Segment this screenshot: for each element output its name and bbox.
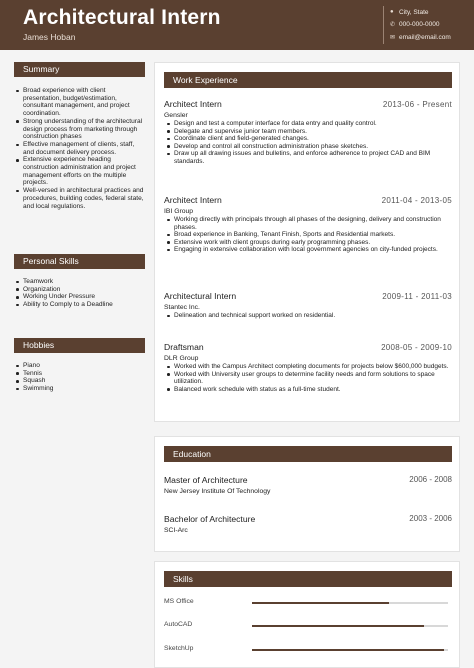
job-title: Architect Intern bbox=[164, 195, 222, 205]
list-item: Worked with the Campus Architect completing documents for projects below $600,000 budgets. bbox=[164, 363, 452, 371]
email-icon: ✉ bbox=[390, 34, 396, 41]
list-item: Balanced work schedule with status as a full-time student. bbox=[164, 386, 452, 394]
skills-card bbox=[154, 561, 460, 668]
candidate-name: James Hoban bbox=[23, 32, 76, 42]
resume-header bbox=[0, 0, 474, 50]
hobbies-title: Hobbies bbox=[14, 338, 145, 353]
list-item: Extensive work with client groups during early programming phases. bbox=[164, 239, 452, 247]
skill-level-bar bbox=[252, 625, 448, 627]
job-company: DLR Group bbox=[164, 355, 199, 362]
contact-email-text[interactable]: email@email.com bbox=[399, 33, 451, 41]
education-school: New Jersey Institute Of Technology bbox=[164, 488, 271, 495]
degree-title: Bachelor of Architecture bbox=[164, 514, 256, 524]
summary-list bbox=[14, 87, 145, 210]
job-title: Architect Intern bbox=[164, 99, 222, 109]
list-item: Organization bbox=[15, 286, 145, 294]
job-dates: 2011-04 - 2013-05 bbox=[381, 196, 452, 205]
personal-skills-list bbox=[14, 278, 145, 309]
list-item: Broad experience in Banking, Tenant Finish, Sports and Residential markets. bbox=[164, 231, 452, 239]
job-title: Draftsman bbox=[164, 342, 204, 352]
list-item: Ability to Comply to a Deadline bbox=[15, 301, 145, 309]
skill-row bbox=[164, 645, 452, 655]
hobbies-list bbox=[14, 362, 145, 393]
contact-info bbox=[383, 6, 451, 44]
list-item: Well-versed in architectural practices and procedures, building codes, federal state, and local regulations. bbox=[15, 187, 145, 210]
list-item: Engaging in extensive collaboration with local government agencies on city-funded projects. bbox=[164, 246, 452, 254]
list-item: Develop and control all construction administration phase sketches. bbox=[164, 143, 452, 151]
contact-location bbox=[390, 6, 451, 19]
skill-row bbox=[164, 598, 452, 608]
job-entry bbox=[164, 99, 452, 166]
job-entry bbox=[164, 291, 452, 320]
education-title: Education bbox=[164, 446, 452, 462]
skill-name: SketchUp bbox=[164, 645, 194, 652]
list-item: Coordinate client and field-generated changes. bbox=[164, 135, 452, 143]
list-item: Worked with University user groups to determine facility needs and form solutions to space utilization. bbox=[164, 371, 452, 386]
job-bullets bbox=[164, 216, 452, 254]
degree-title: Master of Architecture bbox=[164, 475, 248, 485]
skill-name: MS Office bbox=[164, 598, 194, 605]
list-item: Tennis bbox=[15, 370, 145, 378]
list-item: Teamwork bbox=[15, 278, 145, 286]
job-bullets bbox=[164, 312, 452, 320]
skills-title: Skills bbox=[164, 571, 452, 587]
list-item: Design and test a computer interface for data entry and quality control. bbox=[164, 120, 452, 128]
contact-phone bbox=[390, 19, 451, 32]
list-item: Piano bbox=[15, 362, 145, 370]
education-dates: 2003 - 2006 bbox=[409, 514, 452, 523]
job-bullets bbox=[164, 363, 452, 393]
list-item: Working Under Pressure bbox=[15, 293, 145, 301]
summary-section bbox=[14, 62, 145, 210]
skill-row bbox=[164, 621, 452, 631]
list-item: Delineation and technical support worked on residential. bbox=[164, 312, 452, 320]
list-item: Broad experience with client presentation, budget/estimation, consultant management, and project coordination. bbox=[15, 87, 145, 118]
job-entry bbox=[164, 195, 452, 254]
list-item: Extensive experience heading construction administration and project management efforts on the multiple projects. bbox=[15, 156, 145, 187]
summary-title: Summary bbox=[14, 62, 145, 77]
hobbies-section bbox=[14, 338, 145, 393]
job-company: IBI Group bbox=[164, 208, 194, 215]
job-bullets bbox=[164, 120, 452, 166]
job-dates: 2009-11 - 2011-03 bbox=[382, 292, 452, 301]
list-item: Draw up all drawing issues and bulletins, and enforce adherence to project CAD and BIM standards. bbox=[164, 150, 452, 165]
list-item: Swimming bbox=[15, 385, 145, 393]
job-entry bbox=[164, 342, 452, 393]
job-title: Architectural Intern bbox=[164, 291, 237, 301]
skill-level-bar bbox=[252, 649, 448, 651]
job-company: Gensler bbox=[164, 112, 188, 119]
education-dates: 2006 - 2008 bbox=[409, 475, 452, 484]
list-item: Squash bbox=[15, 377, 145, 385]
list-item: Strong understanding of the architectural design process from marketing through construction phases bbox=[15, 118, 145, 141]
resume-title: Architectural Intern bbox=[23, 6, 221, 29]
education-school: SCI-Arc bbox=[164, 527, 188, 534]
work-experience-card bbox=[154, 62, 460, 422]
contact-phone-text: 000-000-0000 bbox=[399, 21, 440, 29]
list-item: Working directly with principals through all phases of the designing, delivery and construction phases. bbox=[164, 216, 452, 231]
work-experience-title: Work Experience bbox=[164, 72, 452, 88]
job-dates: 2013-06 - Present bbox=[382, 100, 452, 109]
skill-level-bar bbox=[252, 602, 448, 604]
job-company: Stantec Inc. bbox=[164, 304, 200, 311]
personal-skills-section bbox=[14, 254, 145, 309]
phone-icon: ✆ bbox=[390, 22, 396, 29]
skill-level-fill bbox=[252, 625, 424, 627]
skill-level-fill bbox=[252, 649, 444, 651]
contact-location-text: City, State bbox=[399, 8, 429, 16]
contact-email[interactable] bbox=[390, 31, 451, 44]
education-entry bbox=[164, 475, 452, 495]
skill-level-fill bbox=[252, 602, 389, 604]
location-icon: ● bbox=[390, 9, 394, 16]
education-card bbox=[154, 436, 460, 552]
education-entry bbox=[164, 514, 452, 534]
list-item: Effective management of clients, staff, and document delivery process. bbox=[15, 141, 145, 156]
list-item: Delegate and supervise junior team members. bbox=[164, 128, 452, 136]
personal-skills-title: Personal Skills bbox=[14, 254, 145, 269]
skill-name: AutoCAD bbox=[164, 621, 193, 628]
job-dates: 2008-05 - 2009-10 bbox=[381, 343, 452, 352]
